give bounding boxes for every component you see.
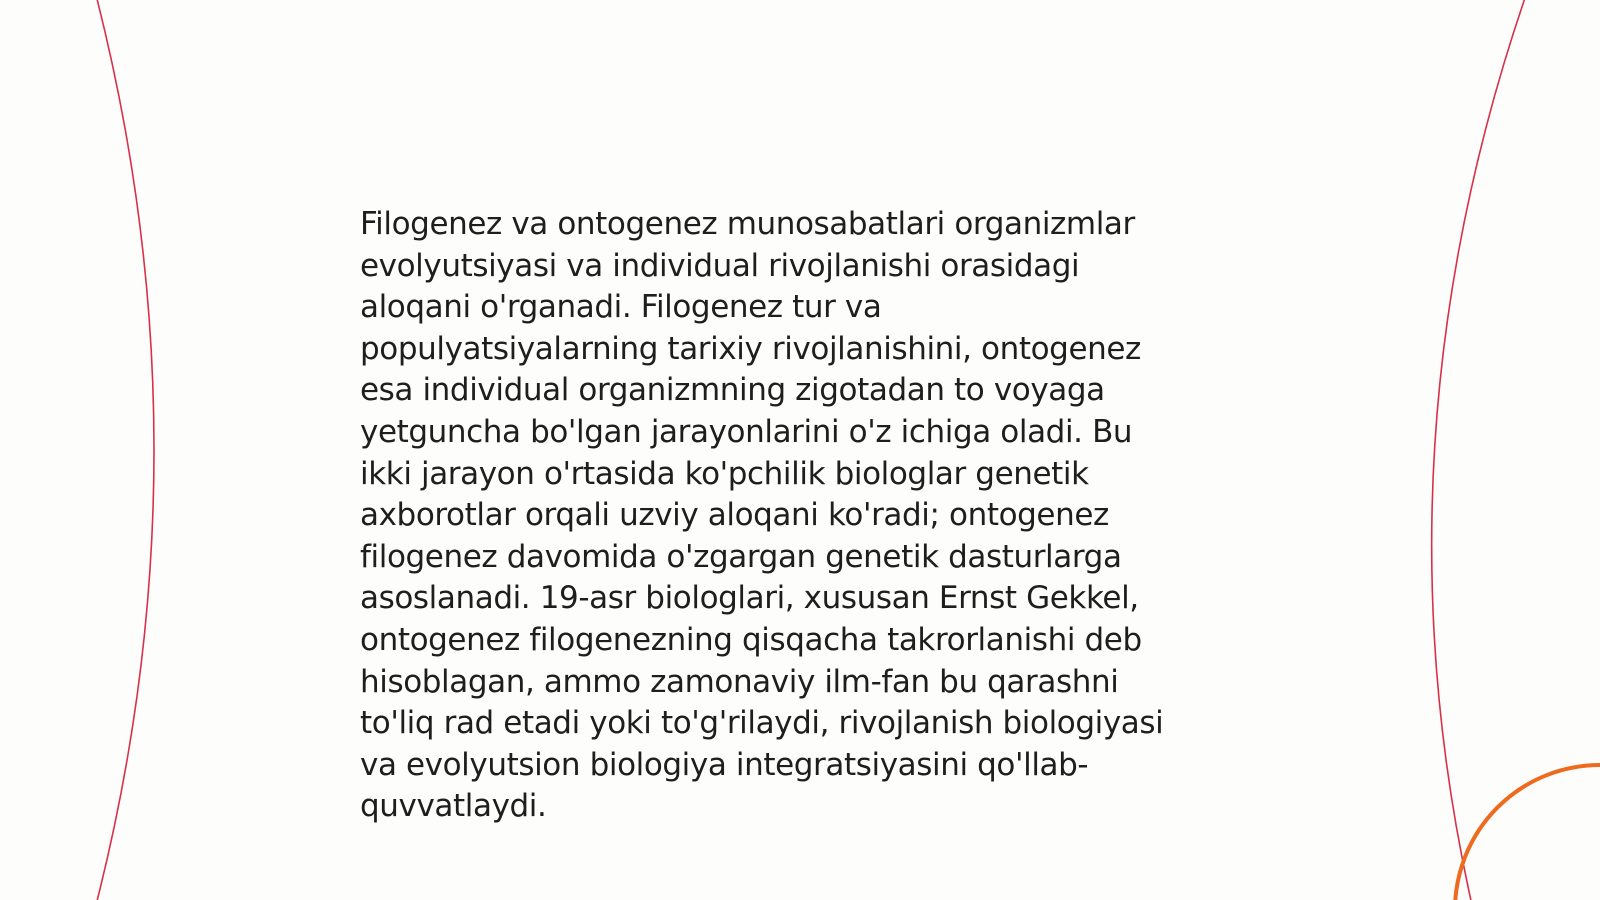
orange-circle-decoration: [1455, 765, 1600, 900]
body-paragraph: [360, 204, 1230, 828]
paragraph-line: yetguncha bo'lgan jarayonlarini o'z ichiga oladi. Bu: [360, 413, 1133, 450]
paragraph-line: Filogenez va ontogenez munosabatlari organizmlar: [360, 206, 1135, 242]
paragraph-line: to'liq rad etadi yoki to'g'rilaydi, rivojlanish biologiyasi: [360, 705, 1164, 742]
right-arc-decoration: [1432, 0, 1526, 900]
paragraph-line: axborotlar orqali uzviy aloqani ko'radi; ontogenez: [360, 497, 1109, 534]
paragraph-line: populyatsiyalarning tarixiy rivojlanishini, ontogenez: [360, 330, 1141, 367]
paragraph-line: ikki jarayon o'rtasida ko'pchilik biologlar genetik: [360, 455, 1089, 492]
left-arc-decoration: [96, 0, 154, 900]
paragraph-line: filogenez davomida o'zgargan genetik dasturlarga: [360, 538, 1122, 575]
paragraph-line: quvvatlaydi.: [360, 788, 547, 825]
paragraph-line: esa individual organizmning zigotadan to voyaga: [360, 372, 1105, 409]
paragraph-line: evolyutsiyasi va individual rivojlanishi orasidagi: [360, 247, 1080, 284]
paragraph-line: va evolyutsion biologiya integratsiyasini qo'llab-: [360, 746, 1089, 783]
paragraph-line: aloqani o'rganadi. Filogenez tur va: [360, 289, 882, 326]
paragraph-line: ontogenez filogenezning qisqacha takrorlanishi deb: [360, 621, 1142, 658]
paragraph-line: asoslanadi. 19-asr biologlari, xususan Ernst Gekkel,: [360, 580, 1139, 617]
paragraph-line: hisoblagan, ammo zamonaviy ilm-fan bu qarashni: [360, 663, 1119, 700]
